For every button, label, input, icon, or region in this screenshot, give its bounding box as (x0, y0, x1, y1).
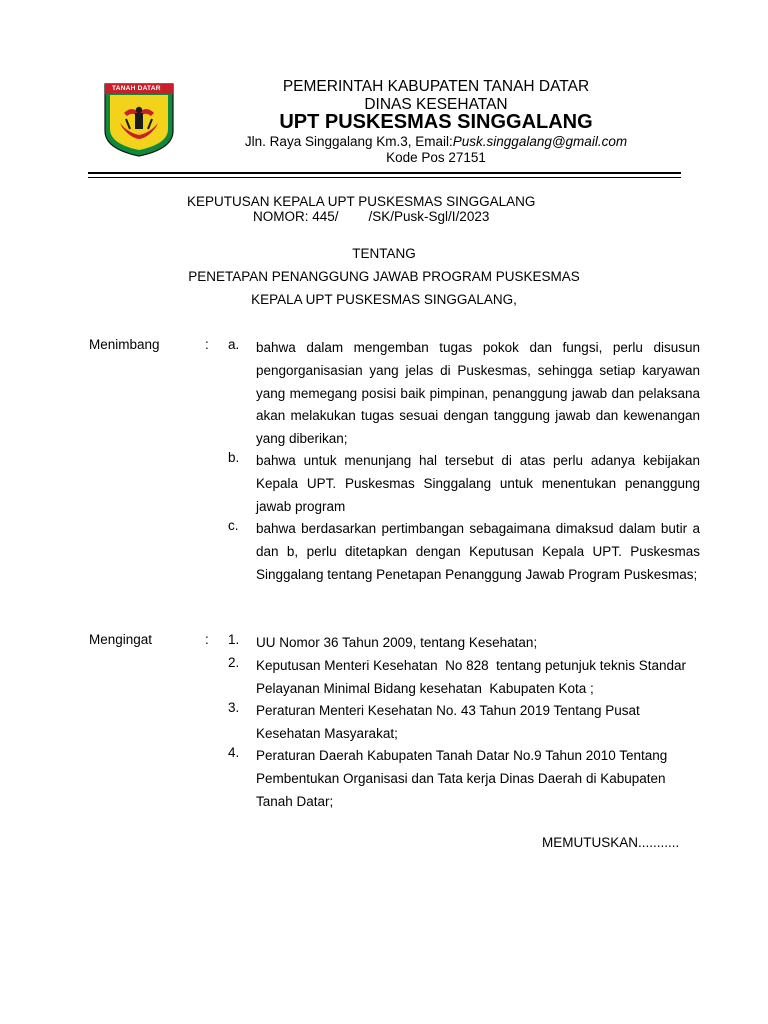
decree-issuer: KEPALA UPT PUSKESMAS SINGGALANG, (251, 292, 517, 307)
letterhead-government: PEMERINTAH KABUPATEN TANAH DATAR (282, 78, 590, 95)
letterhead-address (0, 134, 768, 149)
email-address: Pusk.singgalang@gmail.com (452, 134, 628, 149)
section-colon: : (205, 337, 209, 352)
list-item: Keputusan Menteri Kesehatan No 828 tentang petunjuk teknis Standar Pelayanan Minimal Bidang kesehatan Kabupaten Kota ; (256, 658, 694, 696)
list-item: bahwa dalam mengemban tugas pokok dan fungsi, perlu disusun pengorganisasian yang jelas di Puskesmas, sehingga setiap karyawan yang memegang posisi baik pimpinan, penanggung jawab dan pelaksana akan melakukan tugas sesuai dengan tanggung jawab dan kewenangan yang diberikan; (256, 340, 700, 446)
list-marker: 3. (228, 700, 240, 715)
section-label: Menimbang (89, 337, 160, 352)
list-marker: 2. (228, 655, 240, 670)
list-item: bahwa berdasarkan pertimbangan sebagaimana dimaksud dalam butir a dan b, perlu ditetapkan dengan Keputusan Kepala UPT. Puskesmas Singgalang tentang Penetapan Penanggung Jawab Program Puskesmas; (256, 521, 700, 582)
letterhead-institution: UPT PUSKESMAS SINGGALANG (279, 111, 593, 133)
list-marker: a. (228, 337, 240, 352)
list-marker: b. (228, 450, 240, 465)
logo-caption: TANAH DATAR (112, 84, 161, 92)
list-item: bahwa untuk menunjang hal tersebut di atas perlu adanya kebijakan Kepala UPT. Puskesmas Singgalang untuk menentukan penanggung jawab program (256, 453, 700, 514)
letterhead-divider-thin (88, 177, 681, 178)
list-marker: c. (228, 518, 239, 533)
decision-heading: MEMUTUSKAN........... (542, 835, 680, 850)
decree-title: KEPUTUSAN KEPALA UPT PUSKESMAS SINGGALANG (187, 194, 536, 209)
list-marker: 4. (228, 745, 240, 760)
section-label: Mengingat (89, 632, 153, 647)
list-marker: 1. (228, 632, 240, 647)
address-text: Jln. Raya Singgalang Km.3, Email: (244, 134, 453, 149)
decree-about-label: TENTANG (352, 246, 416, 261)
section-colon: : (205, 632, 209, 647)
decree-number: NOMOR: 445/ /SK/Pusk-Sgl/I/2023 (253, 209, 490, 224)
letterhead-postal-code: Kode Pos 27151 (386, 150, 486, 165)
decree-subject: PENETAPAN PENANGGUNG JAWAB PROGRAM PUSKESMAS (188, 269, 580, 284)
letterhead-divider (88, 172, 681, 174)
list-item: Peraturan Menteri Kesehatan No. 43 Tahun 2019 Tentang Pusat Kesehatan Masyarakat; (256, 703, 640, 741)
letterhead-department: DINAS KESEHATAN (364, 96, 508, 113)
list-item: UU Nomor 36 Tahun 2009, tentang Kesehatan; (256, 635, 538, 650)
list-item: Peraturan Daerah Kabupaten Tanah Datar No.9 Tahun 2010 Tentang Pembentukan Organisasi dan Tata kerja Dinas Daerah di Kabupaten Tanah Datar; (256, 748, 668, 809)
